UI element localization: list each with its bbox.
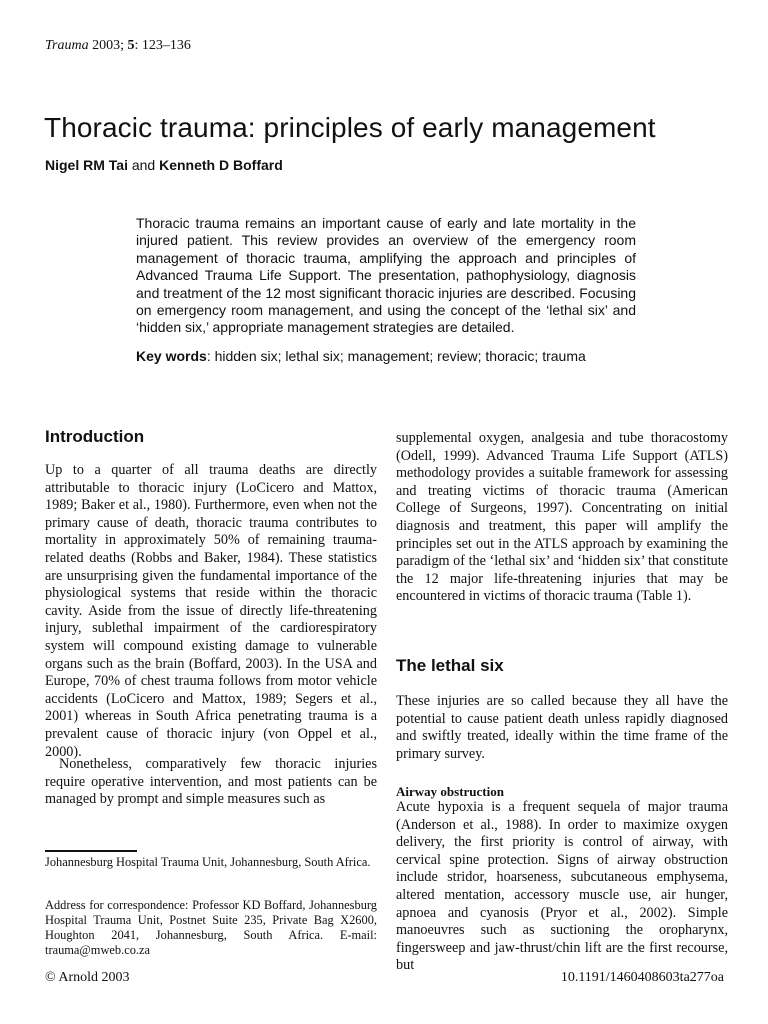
keywords-text: : hidden six; lethal six; management; review; thoracic; trauma bbox=[206, 348, 586, 364]
author-name: Kenneth D Boffard bbox=[159, 157, 283, 173]
affiliation-footnote: Johannesburg Hospital Trauma Unit, Johannesburg, South Africa. bbox=[45, 855, 371, 869]
subheading-airway-obstruction: Airway obstruction bbox=[396, 784, 504, 799]
copyright: © Arnold 2003 bbox=[45, 970, 130, 985]
article-title: Thoracic trauma: principles of early management bbox=[44, 112, 656, 143]
keywords-label: Key words bbox=[136, 348, 207, 364]
section-heading-lethal-six: The lethal six bbox=[396, 656, 504, 675]
author-line bbox=[45, 157, 283, 173]
intro-paragraph: supplemental oxygen, analgesia and tube thoracostomy (Odell, 1999). Advanced Trauma Life Support (ATLS) methodology provides a suitable framework for assessing and treating victims of thoracic trauma (American College of Surgeons, 1997). Concentrating on initial diagnosis and treatment, this paper will amplify the principles set out in the ATLS approach by examining the paradigm of the ‘lethal six’ and ‘hidden six’ that constitute the 12 major life-threatening injuries that may be encountered in victims of thoracic trauma (Table 1). bbox=[396, 430, 728, 605]
journal-year: 2003; bbox=[92, 38, 124, 53]
journal-reference bbox=[45, 38, 191, 54]
author-name: Nigel RM Tai bbox=[45, 157, 128, 173]
lethal-paragraph: Acute hypoxia is a frequent sequela of major trauma (Anderson et al., 1988). In order to maximize oxygen delivery, the first priority is control of airway, with cervical spine protection. Signs of airway obstruction include stridor, hoarseness, subcutaneous emphysema, altered mentation, accessory muscle use, air hunger, apnoea and cyanosis (Pryor et al., 2002). Simple manoeuvres such as suctioning the oropharynx, fingersweep and jaw-thrust/chin lift are the first recourse, but bbox=[396, 799, 728, 974]
section-heading-introduction: Introduction bbox=[45, 427, 145, 446]
journal-pages: : 123–136 bbox=[134, 38, 191, 53]
keywords bbox=[136, 348, 656, 364]
intro-paragraph: Nonetheless, comparatively few thoracic injuries require operative intervention, and most patients can be managed by prompt and simple measures such as bbox=[45, 756, 377, 808]
doi: 10.1191/1460408603ta277oa bbox=[560, 970, 724, 985]
footnote-divider bbox=[45, 850, 137, 852]
journal-name: Trauma bbox=[45, 38, 89, 53]
intro-paragraph: Up to a quarter of all trauma deaths are directly attributable to thoracic injury (LoCicero and Mattox, 1989; Baker et al., 1980). Furthermore, even when not the primary cause of death, thoracic trauma contributes to mortality in approximately 50% of remaining trauma-related deaths (Robbs and Baker, 1984). These statistics are unsurprising given the fundamental importance of the physiological systems that reside within the thoracic cavity. Aside from the issue of directly life-threatening injury, sublethal impairment of the cardiorespiratory system will compound existing damage to vulnerable organs such as the brain (Boffard, 2003). In the USA and Europe, 70% of chest trauma follows from motor vehicle accidents (LoCicero and Mattox, 1989; Segers et al., 2001) whereas in South Africa penetrating trauma is a prevalent cause of thoracic injury (von Oppel et al., 2000). bbox=[45, 462, 377, 760]
lethal-paragraph: These injuries are so called because they all have the potential to cause patient death unless rapidly diagnosed and swiftly treated, ideally within the time frame of the primary survey. bbox=[396, 693, 728, 762]
correspondence-footnote: Address for correspondence: Professor KD Boffard, Johannesburg Hospital Trauma Unit, Postnet Suite 235, Private Bag X2600, Houghton 2041, Johannesburg, South Africa. E-mail: trauma@mweb.co.za bbox=[45, 898, 377, 957]
journal-volume: 5 bbox=[127, 38, 135, 53]
abstract: Thoracic trauma remains an important cause of early and late mortality in the injured patient. This review provides an overview of the emergency room management of thoracic trauma, amplifying the approach and principles of Advanced Trauma Life Support. The presentation, pathophysiology, diagnosis and treatment of the 12 most significant thoracic injuries are described. Focusing on emergency room management, and using the concept of the ‘lethal six’ and ‘hidden six,’ appropriate management strategies are detailed. bbox=[136, 215, 636, 336]
author-conjunction: and bbox=[131, 157, 156, 173]
